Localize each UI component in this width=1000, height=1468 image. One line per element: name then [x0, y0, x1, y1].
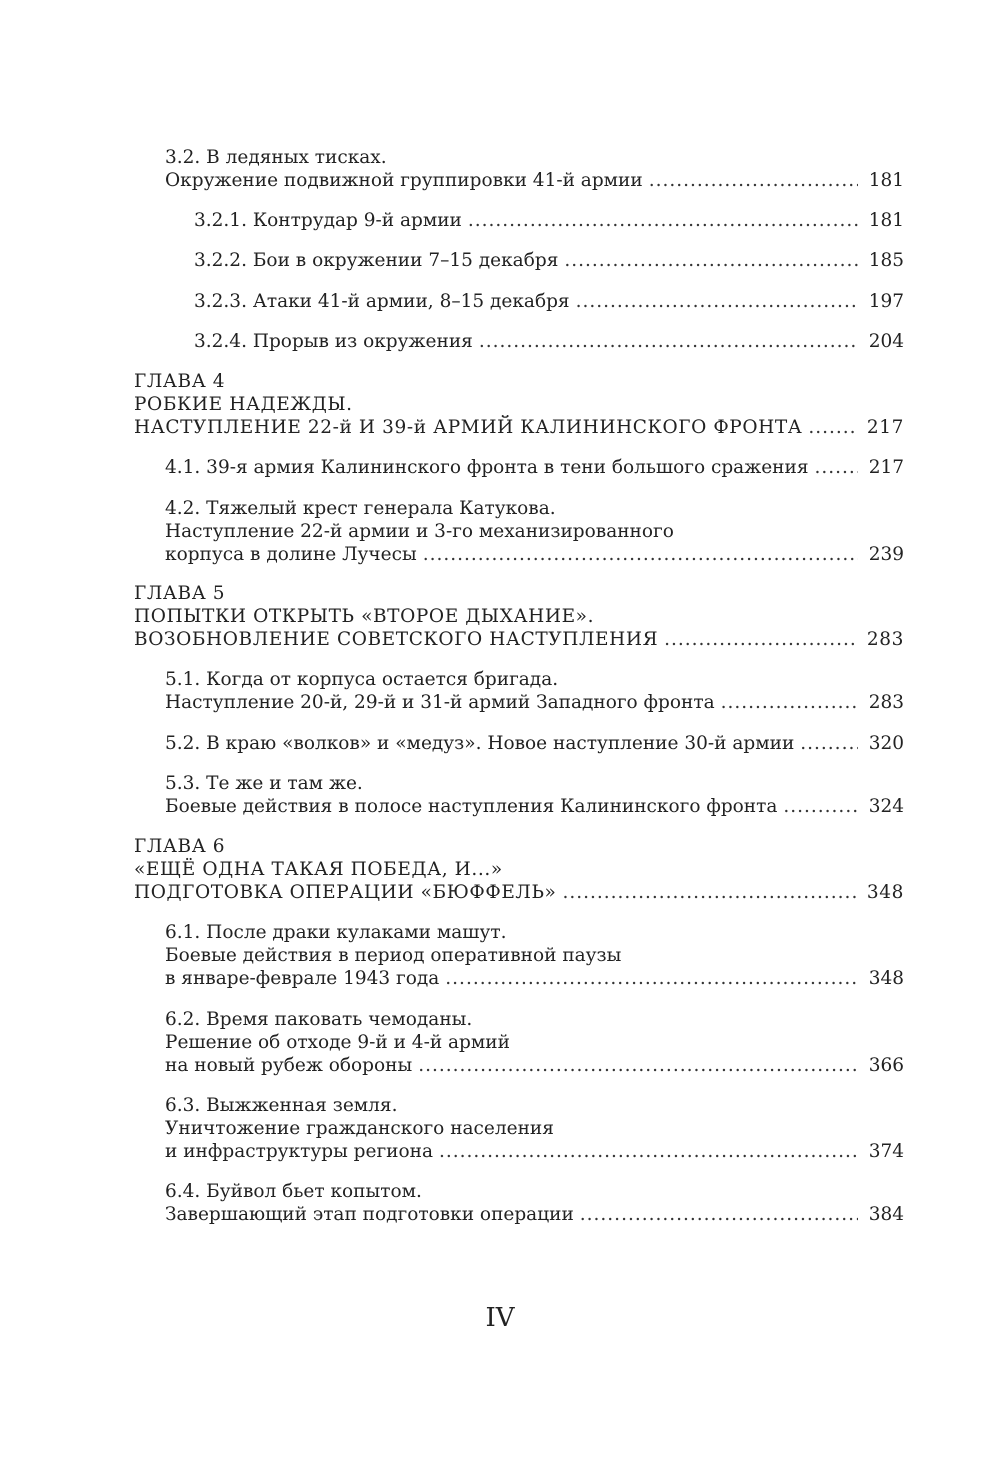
- toc-page-number: 185: [868, 250, 904, 271]
- chapter-subtitle: ПОДГОТОВКА ОПЕРАЦИИ «БЮФФЕЛЬ»: [134, 882, 557, 903]
- toc-entry-line: [165, 1054, 904, 1077]
- toc-entry-title: 3.2.4. Прорыв из окружения: [194, 331, 473, 352]
- toc-entry-title: 5.2. В краю «волков» и «медуз». Новое наступление 30-й армии: [165, 733, 795, 754]
- toc-entry-subtitle: Боевые действия в период оперативной паузы: [165, 945, 622, 966]
- chapter-title: «ЕЩЁ ОДНА ТАКАЯ ПОБЕДА, И...»: [134, 859, 503, 880]
- dot-leader: [800, 732, 858, 755]
- toc-page-number: 217: [868, 457, 904, 478]
- chapter-label: ГЛАВА 5: [134, 583, 226, 604]
- toc-page-number: 283: [866, 629, 904, 650]
- toc-page-number: 217: [866, 417, 904, 438]
- toc-entry-line: [165, 691, 904, 714]
- dot-leader: [423, 543, 858, 566]
- dot-leader: [418, 1054, 858, 1077]
- toc-entry-subtitle: Наступление 20-й, 29-й и 31-й армий Западного фронта: [165, 692, 715, 713]
- toc-entry-subtitle: на новый рубеж обороны: [165, 1055, 413, 1076]
- toc-entry-line: [194, 290, 904, 313]
- toc-entry-subtitle: Завершающий этап подготовки операции: [165, 1204, 574, 1225]
- toc-entry-5-1: [165, 668, 904, 714]
- toc-entry-6-4: [165, 1180, 904, 1226]
- toc-entry-line: [194, 249, 904, 272]
- toc-entry-3-2-2: [194, 249, 904, 272]
- toc-entry-subtitle: и инфраструктуры региона: [165, 1141, 433, 1162]
- toc-page-number: 181: [868, 170, 904, 191]
- toc-entry-subtitle: в январе-феврале 1943 года: [165, 968, 440, 989]
- dot-leader: [649, 169, 858, 192]
- dot-leader: [783, 795, 858, 818]
- toc-page-number: 384: [868, 1204, 904, 1225]
- toc-entry-line: [134, 628, 904, 651]
- chapter-label: ГЛАВА 4: [134, 371, 226, 392]
- toc-entry-6-1: [165, 921, 904, 990]
- toc-entry-line: [134, 416, 904, 439]
- dot-leader: [468, 209, 858, 232]
- toc-entry-subtitle: Уничтожение гражданского населения: [165, 1118, 554, 1139]
- toc-entry-line: [165, 795, 904, 818]
- toc-entry-3-2-1: [194, 209, 904, 232]
- dot-leader: [664, 628, 858, 651]
- toc-entry-subtitle: Решение об отходе 9-й и 4-й армий: [165, 1032, 510, 1053]
- toc-entry-line: [165, 1203, 904, 1226]
- toc-entry-line: [165, 732, 904, 755]
- toc-entry-line: [165, 456, 904, 479]
- toc-entry-title: 6.3. Выжженная земля.: [165, 1095, 398, 1116]
- page-number-footer: IV: [485, 1303, 515, 1333]
- toc-entry-6-3: [165, 1094, 904, 1163]
- toc-entry-title: 6.1. После драки кулаками машут.: [165, 922, 507, 943]
- toc-page-number: 348: [866, 882, 904, 903]
- toc-entry-title: 3.2.2. Бои в окружении 7–15 декабря: [194, 250, 559, 271]
- toc-entry-title: 4.1. 39-я армия Калининского фронта в тени большого сражения: [165, 457, 809, 478]
- toc-chapter-5: [134, 582, 904, 651]
- toc-page-number: 181: [868, 210, 904, 231]
- toc-page-number: 204: [868, 331, 904, 352]
- toc-entry-line: [165, 1140, 904, 1163]
- toc-entry-3-2: [165, 146, 904, 192]
- toc-entry-3-2-4: [194, 330, 904, 353]
- toc-entry-4-2: [165, 497, 904, 566]
- toc-entry-title: 5.1. Когда от корпуса остается бригада.: [165, 669, 559, 690]
- chapter-title: ПОПЫТКИ ОТКРЫТЬ «ВТОРОЕ ДЫХАНИЕ».: [134, 606, 595, 627]
- toc-entry-line: [165, 967, 904, 990]
- dot-leader: [808, 416, 858, 439]
- dot-leader: [479, 330, 858, 353]
- toc-page-number: 239: [868, 544, 904, 565]
- toc-entry-subtitle: Наступление 22-й армии и 3-го механизированного: [165, 521, 674, 542]
- toc-entry-title: 5.3. Те же и там же.: [165, 773, 363, 794]
- chapter-subtitle: ВОЗОБНОВЛЕНИЕ СОВЕТСКОГО НАСТУПЛЕНИЯ: [134, 629, 659, 650]
- toc-entry-line: [194, 330, 904, 353]
- toc-page-number: 320: [868, 733, 904, 754]
- toc-entry-title: 3.2.3. Атаки 41-й армии, 8–15 декабря: [194, 291, 570, 312]
- chapter-title: РОБКИЕ НАДЕЖДЫ.: [134, 394, 353, 415]
- toc-entry-subtitle: корпуса в долине Лучесы: [165, 544, 417, 565]
- toc-entry-title: 6.4. Буйвол бьет копытом.: [165, 1181, 422, 1202]
- toc-page-number: 324: [868, 796, 904, 817]
- dot-leader: [564, 249, 858, 272]
- chapter-subtitle: НАСТУПЛЕНИЕ 22-й И 39-й АРМИЙ КАЛИНИНСКОГО ФРОНТА: [134, 417, 803, 438]
- toc-entry-title: 6.2. Время паковать чемоданы.: [165, 1009, 473, 1030]
- dot-leader: [815, 456, 859, 479]
- toc-entry-5-3: [165, 772, 904, 818]
- toc-page-number: 197: [868, 291, 904, 312]
- toc-entry-title: 3.2. В ледяных тисках.: [165, 147, 387, 168]
- dot-leader: [439, 1140, 858, 1163]
- toc-entry-6-2: [165, 1008, 904, 1077]
- toc-entry-line: [194, 209, 904, 232]
- toc-page-number: 366: [868, 1055, 904, 1076]
- toc-page-number: 374: [868, 1141, 904, 1162]
- toc-entry-line: [165, 543, 904, 566]
- toc-page-number: 283: [868, 692, 904, 713]
- dot-leader: [576, 290, 858, 313]
- toc-entry-title: 3.2.1. Контрудар 9-й армии: [194, 210, 462, 231]
- toc-entry-line: [165, 169, 904, 192]
- dot-leader: [721, 691, 858, 714]
- toc-entry-5-2: [165, 732, 904, 755]
- toc-chapter-4: [134, 370, 904, 439]
- toc-entry-3-2-3: [194, 290, 904, 313]
- toc-page-number: 348: [868, 968, 904, 989]
- dot-leader: [562, 881, 858, 904]
- toc-entry-subtitle: Окружение подвижной группировки 41-й армии: [165, 170, 643, 191]
- toc-entry-line: [134, 881, 904, 904]
- toc-entry-title: 4.2. Тяжелый крест генерала Катукова.: [165, 498, 556, 519]
- toc-entry-4-1: [165, 456, 904, 479]
- chapter-label: ГЛАВА 6: [134, 836, 226, 857]
- toc-chapter-6: [134, 835, 904, 904]
- dot-leader: [580, 1203, 858, 1226]
- toc-entry-subtitle: Боевые действия в полосе наступления Калининского фронта: [165, 796, 778, 817]
- dot-leader: [445, 967, 858, 990]
